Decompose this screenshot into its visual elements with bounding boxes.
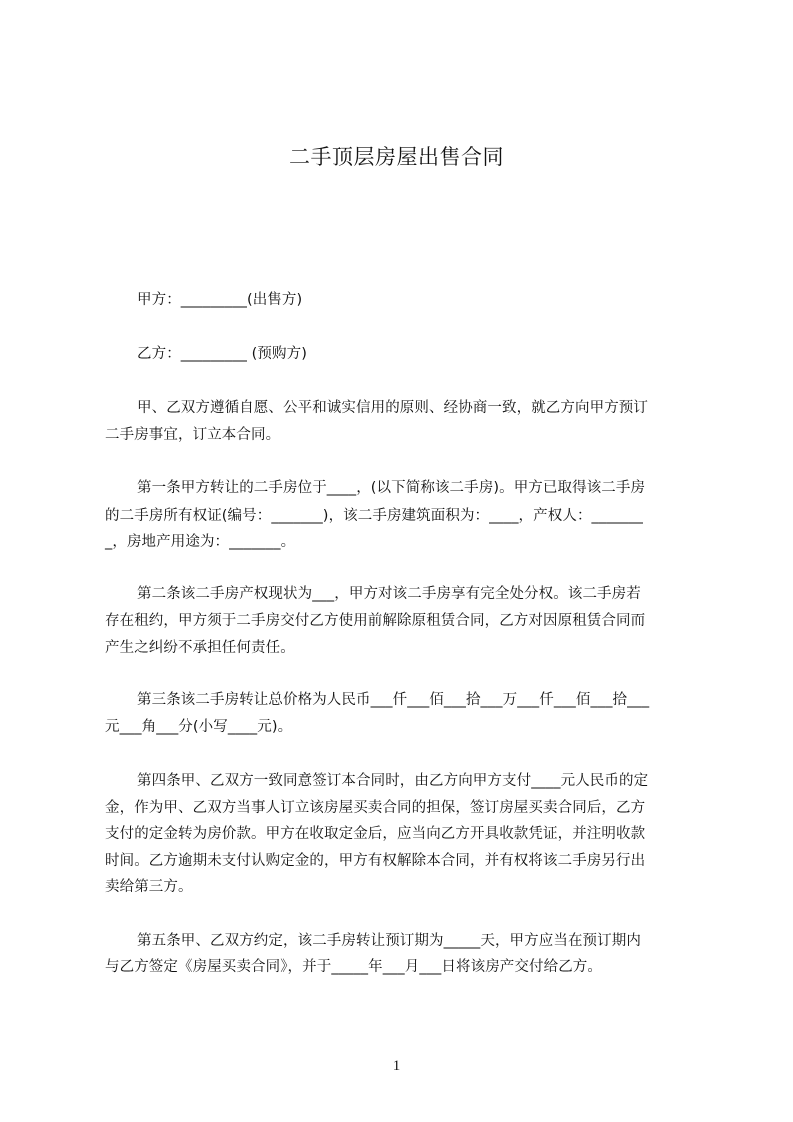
article-4-line-4: 时间。乙方逾期未支付认购定金的，甲方有权解除本合同，并有权将该二手房另行出 — [105, 853, 646, 869]
article-2-line-2: 存在租约，甲方须于二手房交付乙方使用前解除原租赁合同，乙方对因原租赁合同而 — [105, 613, 646, 629]
intro-paragraph-line-1: 甲、乙双方遵循自愿、公平和诚实信用的原则、经协商一致，就乙方向甲方预订 — [137, 400, 648, 416]
intro-paragraph-line-2: 二手房事宜，订立本合同。 — [105, 427, 281, 443]
party-a-line: 甲方：_________(出售方) — [137, 292, 303, 308]
article-4-line-1: 第四条甲、乙双方一致同意签订本合同时，由乙方向甲方支付____元人民币的定 — [137, 773, 649, 789]
article-2-line-1: 第二条该二手房产权现状为___，甲方对该二手房享有完全处分权。该二手房若 — [137, 586, 641, 602]
article-1-line-1: 第一条甲方转让的二手房位于____，(以下简称该二手房)。甲方已取得该二手房 — [137, 480, 646, 496]
document-title: 二手顶层房屋出售合同 — [289, 145, 504, 169]
party-b-line: 乙方：_________ (预购方) — [137, 346, 307, 362]
article-3-line-1: 第三条该二手房转让总价格为人民币___仟___佰___拾___万___仟___佰___拾___ — [137, 692, 650, 708]
article-4-line-3: 支付的定金转为房价款。甲方在收取定金后，应当向乙方开具收款凭证，并注明收款 — [105, 826, 646, 842]
page-number: 1 — [392, 1058, 401, 1074]
article-4-line-2: 金，作为甲、乙双方当事人订立该房屋买卖合同的担保，签订房屋买卖合同后，乙方 — [105, 800, 646, 816]
article-5-line-2: 与乙方签定《房屋买卖合同》，并于_____年___月___日将该房产交付给乙方。 — [105, 959, 602, 975]
article-4-line-5: 卖给第三方。 — [105, 879, 193, 895]
article-5-line-1: 第五条甲、乙双方约定，该二手房转让预订期为_____天，甲方应当在预订期内 — [137, 933, 641, 949]
article-2-line-3: 产生之纠纷不承担任何责任。 — [105, 640, 295, 656]
article-1-line-3: _，房地产用途为：_______。 — [105, 534, 296, 550]
article-3-line-2: 元___角___分(小写____元)。 — [105, 719, 293, 735]
article-1-line-2: 的二手房所有权证(编号：_______)，该二手房建筑面积为：____，产权人：_______ — [105, 508, 644, 524]
